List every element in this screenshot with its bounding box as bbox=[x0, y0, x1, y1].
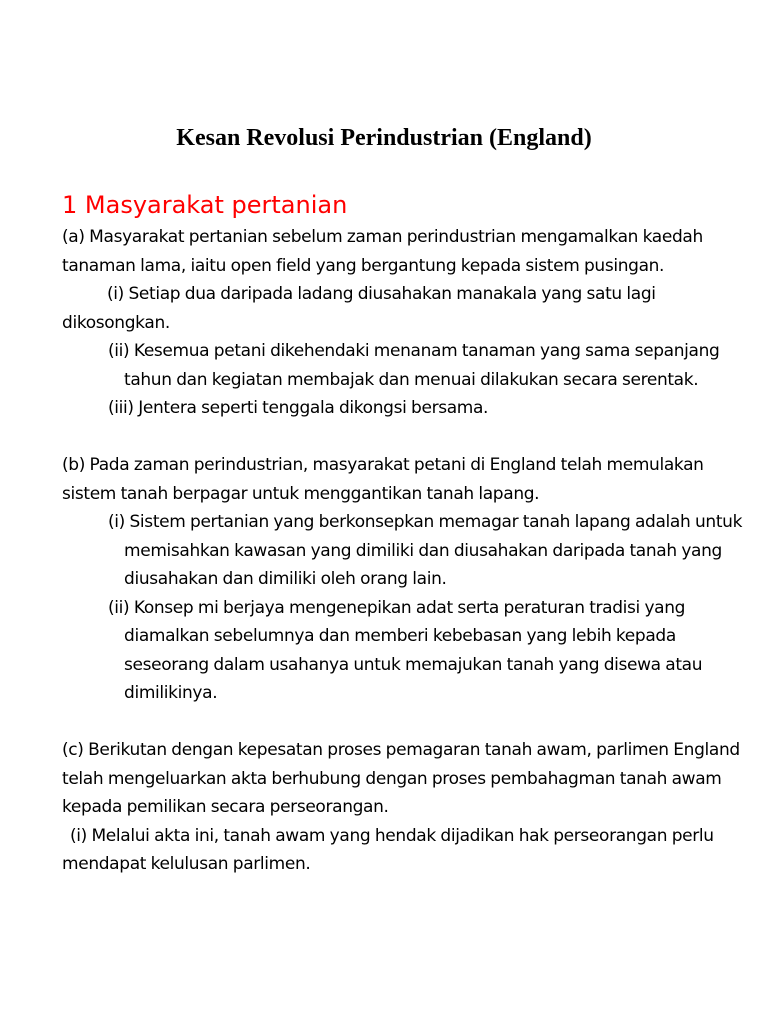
spacer bbox=[62, 708, 752, 737]
paragraph-c: (c) Berikutan dengan kepesatan proses pemagaran tanah awam, parlimen England telah mengeluarkan akta berhubung dengan proses pembahagman tanah awam kepada pemilikan secara perseorangan. bbox=[62, 740, 740, 817]
paragraph-b: (b) Pada zaman perindustrian, masyarakat petani di England telah memulakan sistem tanah berpagar untuk menggantikan tanah lapang. bbox=[62, 455, 704, 504]
paragraph-a: (a) Masyarakat pertanian sebelum zaman perindustrian mengamalkan kaedah tanaman lama, iaitu open field yang bergantung kepada sistem pusingan. bbox=[62, 227, 703, 276]
paragraph-c-item-i: (i) Melalui akta ini, tanah awam yang hendak dijadikan hak perseorangan perlu mendapat kelulusan parlimen. bbox=[62, 825, 714, 874]
paragraph-b-item-ii: (ii) Konsep mi berjaya mengenepikan adat serta peraturan tradisi yang diamalkan sebelumnya dan memberi kebebasan yang lebih kepada seseorang dalam usahanya untuk memajukan tanah yang disewa atau dimilikinya. bbox=[108, 597, 703, 703]
document-title: Kesan Revolusi Perindustrian (England) bbox=[176, 125, 592, 151]
paragraph-a-item-ii: (ii) Kesemua petani dikehendaki menanam tanaman yang sama sepanjang tahun dan kegiatan membajak dan menuai dilakukan secara serentak. bbox=[108, 341, 720, 390]
paragraph-a-item-iii: (iii) Jentera seperti tenggala dikongsi bersama. bbox=[108, 398, 489, 418]
spacer bbox=[62, 423, 752, 452]
section-heading: 1 Masyarakat pertanian bbox=[62, 191, 348, 219]
document-body bbox=[62, 223, 752, 879]
paragraph-b-item-i: (i) Sistem pertanian yang berkonsepkan memagar tanah lapang adalah untuk memisahkan kawasan yang dimiliki dan diusahakan daripada tanah yang diusahakan dan dimiliki oleh orang lain. bbox=[108, 512, 743, 589]
paragraph-a-item-i: (i) Setiap dua daripada ladang diusahakan manakala yang satu lagi dikosongkan. bbox=[62, 284, 656, 333]
